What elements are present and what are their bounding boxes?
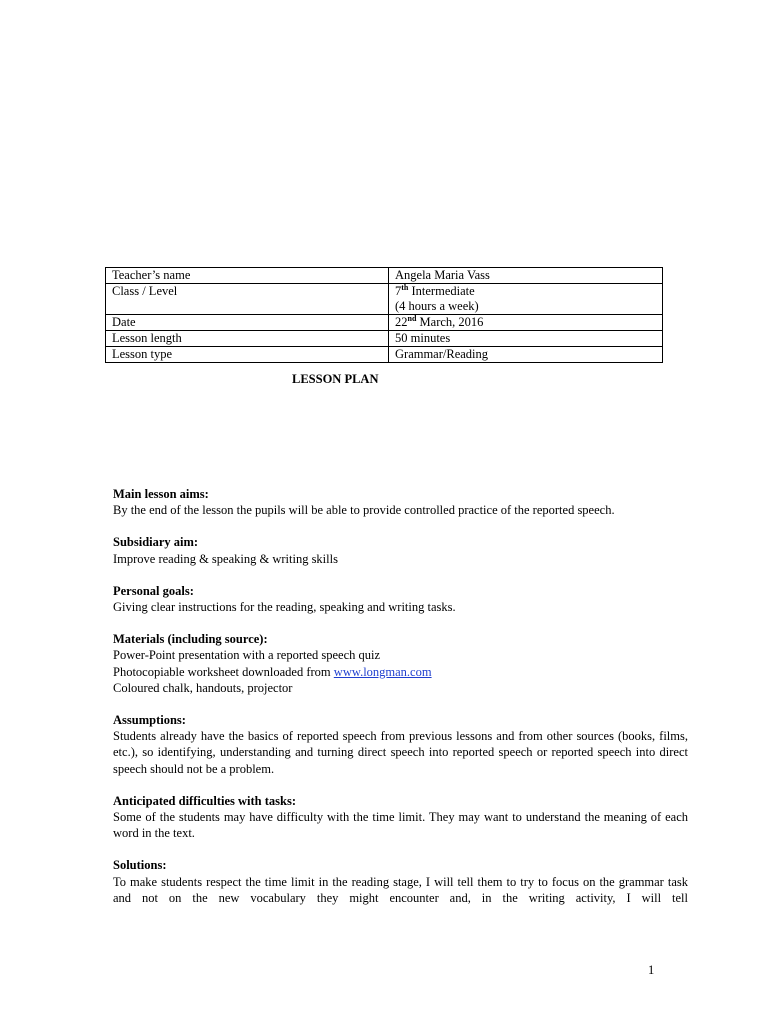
section-assumptions — [113, 712, 688, 777]
lesson-info-table — [105, 267, 663, 363]
materials-line: Power-Point presentation with a reported speech quiz — [113, 648, 381, 663]
section-personal-goals — [113, 583, 688, 615]
table-cell-value: Grammar/Reading — [389, 347, 663, 363]
section-text: To make students respect the time limit in the reading stage, I will tell them to try to focus on the grammar task and not on the new vocabulary they might encounter and, in the writing activity, I will tell — [113, 874, 688, 905]
table-cell-label: Lesson type — [106, 347, 389, 363]
table-row — [106, 347, 663, 363]
section-materials — [113, 631, 688, 696]
section-heading: Main lesson aims: — [113, 487, 209, 501]
table-cell-value: 50 minutes — [389, 331, 663, 347]
section-text: By the end of the lesson the pupils will be able to provide controlled practice of the reported speech. — [113, 503, 615, 518]
lesson-plan-title: LESSON PLAN — [292, 372, 379, 386]
longman-link[interactable]: www.longman.com — [333, 664, 432, 679]
lesson-plan-body — [113, 486, 688, 922]
table-cell-label: Lesson length — [106, 331, 389, 347]
date-day: 22 — [395, 315, 408, 329]
table-row — [106, 315, 663, 331]
table-cell-value — [389, 284, 663, 315]
page-number: 1 — [648, 963, 655, 977]
section-heading: Materials (including source): — [113, 632, 268, 647]
section-heading: Assumptions: — [113, 713, 186, 728]
ordinal-suffix: nd — [407, 313, 417, 323]
section-heading: Personal goals: — [113, 583, 194, 598]
section-heading: Anticipated difficulties with tasks: — [113, 793, 296, 808]
materials-line: Coloured chalk, handouts, projector — [113, 680, 293, 695]
section-anticipated-difficulties — [113, 793, 688, 842]
class-number: 7 — [395, 284, 402, 298]
class-level: Intermediate — [408, 284, 475, 298]
table-cell-value — [389, 315, 663, 331]
section-subsidiary-aim — [113, 534, 688, 566]
materials-line — [113, 664, 688, 680]
section-heading: Subsidiary aim: — [113, 535, 199, 550]
ordinal-suffix: th — [401, 282, 409, 292]
table-cell-value: Angela Maria Vass — [389, 268, 663, 284]
table-row — [106, 284, 663, 315]
section-text: Improve reading & speaking & writing skills — [113, 551, 338, 566]
hours-per-week: (4 hours a week) — [395, 299, 479, 313]
section-heading: Solutions: — [113, 858, 167, 873]
section-main-aims — [113, 486, 688, 518]
table-row — [106, 268, 663, 284]
table-row — [106, 331, 663, 347]
table-cell-label: Date — [106, 315, 389, 331]
materials-text: Photocopiable worksheet downloaded from — [113, 664, 334, 679]
date-rest: March, 2016 — [416, 315, 484, 329]
table-cell-label: Class / Level — [106, 284, 389, 315]
section-solutions — [113, 857, 688, 906]
section-text: Students already have the basics of reported speech from previous lessons and from other sources (books, films, etc.), so identifying, understanding and turning direct speech into reported speech or reported speech into direct speech should not be a problem. — [113, 729, 688, 776]
section-text: Some of the students may have difficulty with the time limit. They may want to understand the meaning of each word in the text. — [113, 810, 688, 841]
section-text: Giving clear instructions for the reading, speaking and writing tasks. — [113, 600, 456, 615]
table-cell-label: Teacher’s name — [106, 268, 389, 284]
